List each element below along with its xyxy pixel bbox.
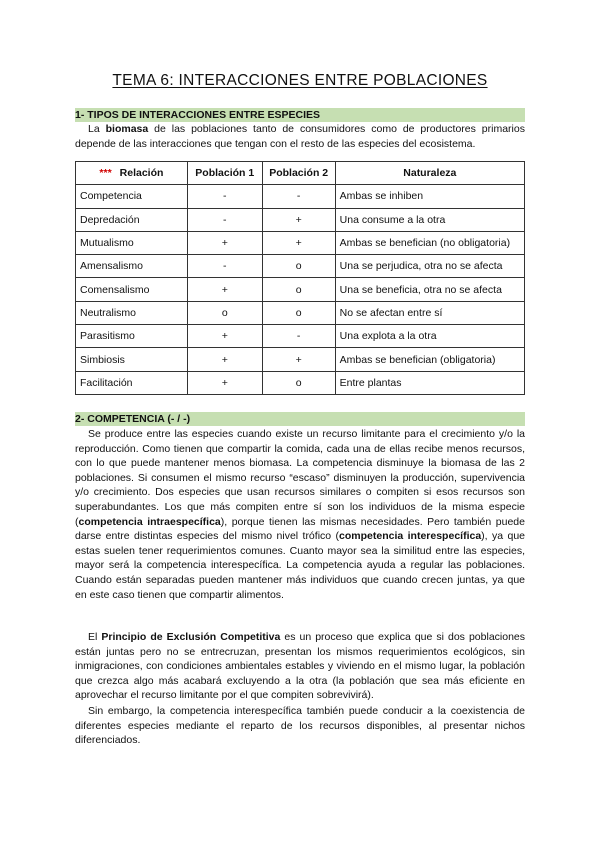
cell-naturaleza: Una se beneficia, otra no se afecta <box>335 278 524 301</box>
cell-poblacion1: + <box>187 231 262 254</box>
cell-poblacion2: o <box>262 301 335 324</box>
section-heading-tipos: 1- TIPOS DE INTERACCIONES ENTRE ESPECIES <box>75 108 525 122</box>
cell-poblacion1: o <box>187 301 262 324</box>
cell-naturaleza: Una explota a la otra <box>335 325 524 348</box>
table-row <box>76 371 525 394</box>
cell-naturaleza: Entre plantas <box>335 371 524 394</box>
cell-poblacion2: + <box>262 231 335 254</box>
cell-relacion: Mutualismo <box>76 231 188 254</box>
cell-poblacion2: + <box>262 208 335 231</box>
page-title: TEMA 6: INTERACCIONES ENTRE POBLACIONES <box>112 72 488 89</box>
cell-poblacion1: - <box>187 255 262 278</box>
cell-poblacion1: + <box>187 278 262 301</box>
cell-poblacion1: + <box>187 348 262 371</box>
section2-paragraph-1: Se produce entre las especies cuando existe un recurso limitante para el crecimiento y/o la reproducción. Como tienen que compartir la comida, cada una de ellas recibe menos recursos, con lo que puede mantener menos biomasa. La competencia disminuye la biomasa de las 2 poblaciones. Si consumen el mismo recurso “escaso” disminuyen la producción, supervivencia y/o crecimiento. Dos especies que usan recursos similares o compiten si esos recursos son superabundantes. Los que más compiten entre sí son los individuos de la misma especie (competencia intraespecífica), porque tienen las mismas necesidades. Pero también puede darse entre distintas especies del mismo nivel trófico (competencia interespecífica), ya que estas suelen tener requerimientos comunes. Cuanto mayor sea la similitud entre las especies, mayor será la competencia interespecífica. La competencia ayuda a regular las poblaciones. Cuando están separadas pueden mantener más individuos que cuando crecen juntas, ya que en este caso tienen que compartir alimentos. <box>75 428 526 601</box>
header-poblacion1: Población 1 <box>187 162 262 185</box>
table-header-row <box>76 162 525 185</box>
cell-relacion: Simbiosis <box>76 348 188 371</box>
section2-paragraph-2: El Principio de Exclusión Competitiva es un proceso que explica que si dos poblaciones están juntas pero no se entrecruzan, presentan los mismos requerimientos ecológicos, sin inmigraciones, con condiciones ambientales estables y viviendo en el mismo lugar, la población que crezca algo más acabará excluyendo a la otra (la población que sea más eficiente en aprovechar el recurso limitante por el que compiten sobrevivirá). <box>75 631 526 702</box>
section2-paragraph-3: Sin embargo, la competencia interespecífica también puede conducir a la coexistencia de diferentes especies mediante el reparto de los recursos disponibles, al presentar nichos diferenciados. <box>75 705 525 747</box>
cell-relacion: Neutralismo <box>76 301 188 324</box>
cell-naturaleza: Ambas se inhiben <box>335 185 524 208</box>
cell-poblacion1: - <box>187 185 262 208</box>
cell-relacion: Comensalismo <box>76 278 188 301</box>
cell-poblacion2: o <box>262 278 335 301</box>
cell-relacion: Amensalismo <box>76 255 188 278</box>
cell-relacion: Parasitismo <box>76 325 188 348</box>
cell-poblacion1: - <box>187 208 262 231</box>
asterisk-marker: *** <box>99 167 112 180</box>
section-heading-competencia: 2- COMPETENCIA (- / -) <box>75 412 525 426</box>
cell-poblacion2: o <box>262 255 335 278</box>
cell-naturaleza: Una consume a la otra <box>335 208 524 231</box>
table-row <box>76 301 525 324</box>
cell-naturaleza: Ambas se benefician (no obligatoria) <box>335 231 524 254</box>
interactions-table <box>75 161 525 395</box>
cell-naturaleza: No se afectan entre sí <box>335 301 524 324</box>
table-row <box>76 185 525 208</box>
table-row <box>76 325 525 348</box>
table-row <box>76 231 525 254</box>
header-naturaleza: Naturaleza <box>335 162 524 185</box>
header-relacion: *** Relación <box>76 162 188 185</box>
cell-relacion: Facilitación <box>76 371 188 394</box>
table-row <box>76 348 525 371</box>
table-row <box>76 278 525 301</box>
table-row <box>76 255 525 278</box>
cell-poblacion2: o <box>262 371 335 394</box>
cell-poblacion2: + <box>262 348 335 371</box>
section1-intro: La biomasa de las poblaciones tanto de consumidores como de productores primarios depende de las interacciones que tengan con el resto de las especies del ecosistema. <box>75 123 525 150</box>
cell-naturaleza: Ambas se benefician (obligatoria) <box>335 348 524 371</box>
cell-poblacion1: + <box>187 325 262 348</box>
cell-naturaleza: Una se perjudica, otra no se afecta <box>335 255 524 278</box>
header-poblacion2: Población 2 <box>262 162 335 185</box>
cell-poblacion1: + <box>187 371 262 394</box>
cell-poblacion2: - <box>262 185 335 208</box>
cell-relacion: Depredación <box>76 208 188 231</box>
table-row <box>76 208 525 231</box>
cell-poblacion2: - <box>262 325 335 348</box>
cell-relacion: Competencia <box>76 185 188 208</box>
